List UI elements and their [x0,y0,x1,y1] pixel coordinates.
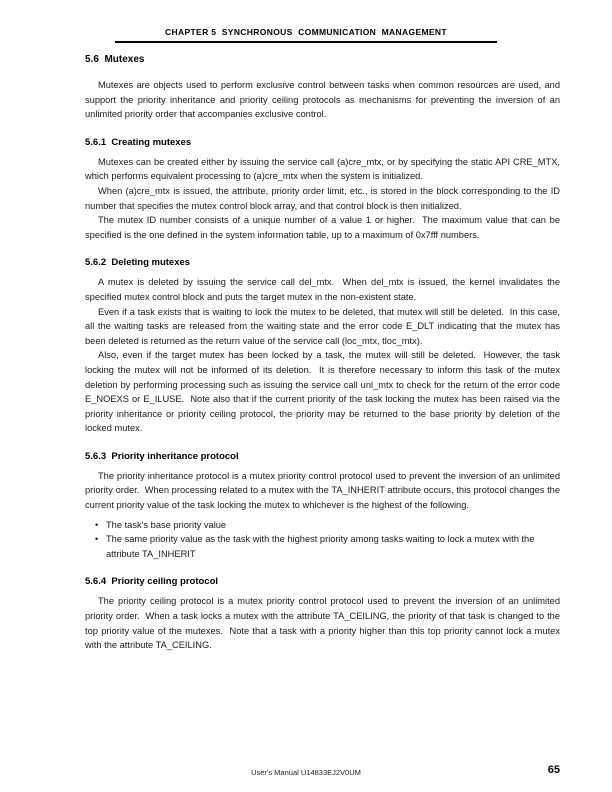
bullet-item-highest-priority [95,532,560,561]
manual-name: User's Manual U14833EJ2V0UM [251,768,361,777]
section-5-6-2-paragraph-2: Even if a task exists that is waiting to lock the mutex to be deleted, that mutex will still be deleted. In this case, all the waiting tasks are released from the waiting state and the error code E_DLT indicating that the mutex has been deleted is returned as the return value of the service call (loc_mtx, tloc_mtx). [85,306,560,346]
section-5-6-2-paragraph-1: A mutex is deleted by issuing the service call del_mtx. When del_mtx is issued, the kernel invalidates the specified mutex control block and puts the target mutex in the non-existent state. [85,277,560,302]
section-5-6-1-paragraph-1: Mutexes can be created either by issuing the service call (a)cre_mtx, or by specifying the static API CRE_MTX, which performs equivalent processing to (a)cre_mtx when the system is initialized. [85,156,560,182]
section-5-6-heading: 5.6 Mutexes [85,54,145,65]
page-header [0,22,612,43]
section-5-6-paragraph-1: Mutexes are objects used to perform exclusive control between tasks when common resources are used, and support the priority inheritance and priority ceiling protocols as mechanisms for preventing the inversion of an unlimited priority order that accompanies exclusive control. [85,80,560,120]
section-5-6-3-paragraph-1: The priority inheritance protocol is a mutex priority control protocol used to prevent the inversion of an unlimited priority order. When processing related to a mutex with the TA_INHERIT attribute occurs, this protocol changes the current priority value of the task locking the mutex to whichever is the highest of the following. [85,470,560,511]
running-chapter-title: CHAPTER 5 SYNCHRONOUS COMMUNICATION MANAGEMENT [115,27,497,43]
page-footer [0,764,612,780]
page-content [85,54,560,653]
section-5-6-3-heading: 5.6.3 Priority inheritance protocol [85,450,239,462]
section-5-6-4-heading: 5.6.4 Priority ceiling protocol [85,576,219,588]
page-number: 65 [547,764,560,776]
bullet-item-text: The same priority value as the task with the highest priority among tasks waiting to lock a mutex with the attribute TA_INHERIT [106,534,535,559]
section-5-6-2-heading: 5.6.2 Deleting mutexes [85,257,191,269]
bullet-item-base-priority [95,518,560,533]
priority-bullet-list [95,518,560,562]
section-5-6-1-paragraph-2: When (a)cre_mtx is issued, the attribute, priority order limit, etc., is stored in the block corresponding to the ID number that specifies the mutex control block array, and that control block is then initialized. [85,185,560,211]
section-5-6-1-paragraph-3: The mutex ID number consists of a unique number of a value 1 or higher. The maximum value that can be specified is the one defined in the system information table, up to a maximum of 0x7fff numbers. [85,215,560,240]
section-5-6-2-paragraph-3: Also, even if the target mutex has been locked by a task, the mutex will still be deleted. However, the task locking the mutex will not be informed of its deletion. It is therefore necessary to inform this task of the mutex deletion by performing processing such as issuing the service call unl_mtx to check for the return of the error code E_NOEXS or E_ILUSE. Note also that if the current priority of the task locking the mutex has been raised via the priority inheritance or priority ceiling protocol, the priority may be returned to the base priority by deletion of the locked mutex. [85,350,560,434]
bullet-item-text: The task's base priority value [106,519,227,530]
section-5-6-1-heading: 5.6.1 Creating mutexes [85,136,192,148]
section-5-6-4-paragraph-1: The priority ceiling protocol is a mutex priority control protocol used to prevent the inversion of an unlimited priority order. When a task locks a mutex with the attribute TA_CEILING, the priority of that task is changed to the top priority value of the mutexes. Note that a task with a priority higher than this top priority cannot lock a mutex with the attribute TA_CEILING. [85,596,560,651]
